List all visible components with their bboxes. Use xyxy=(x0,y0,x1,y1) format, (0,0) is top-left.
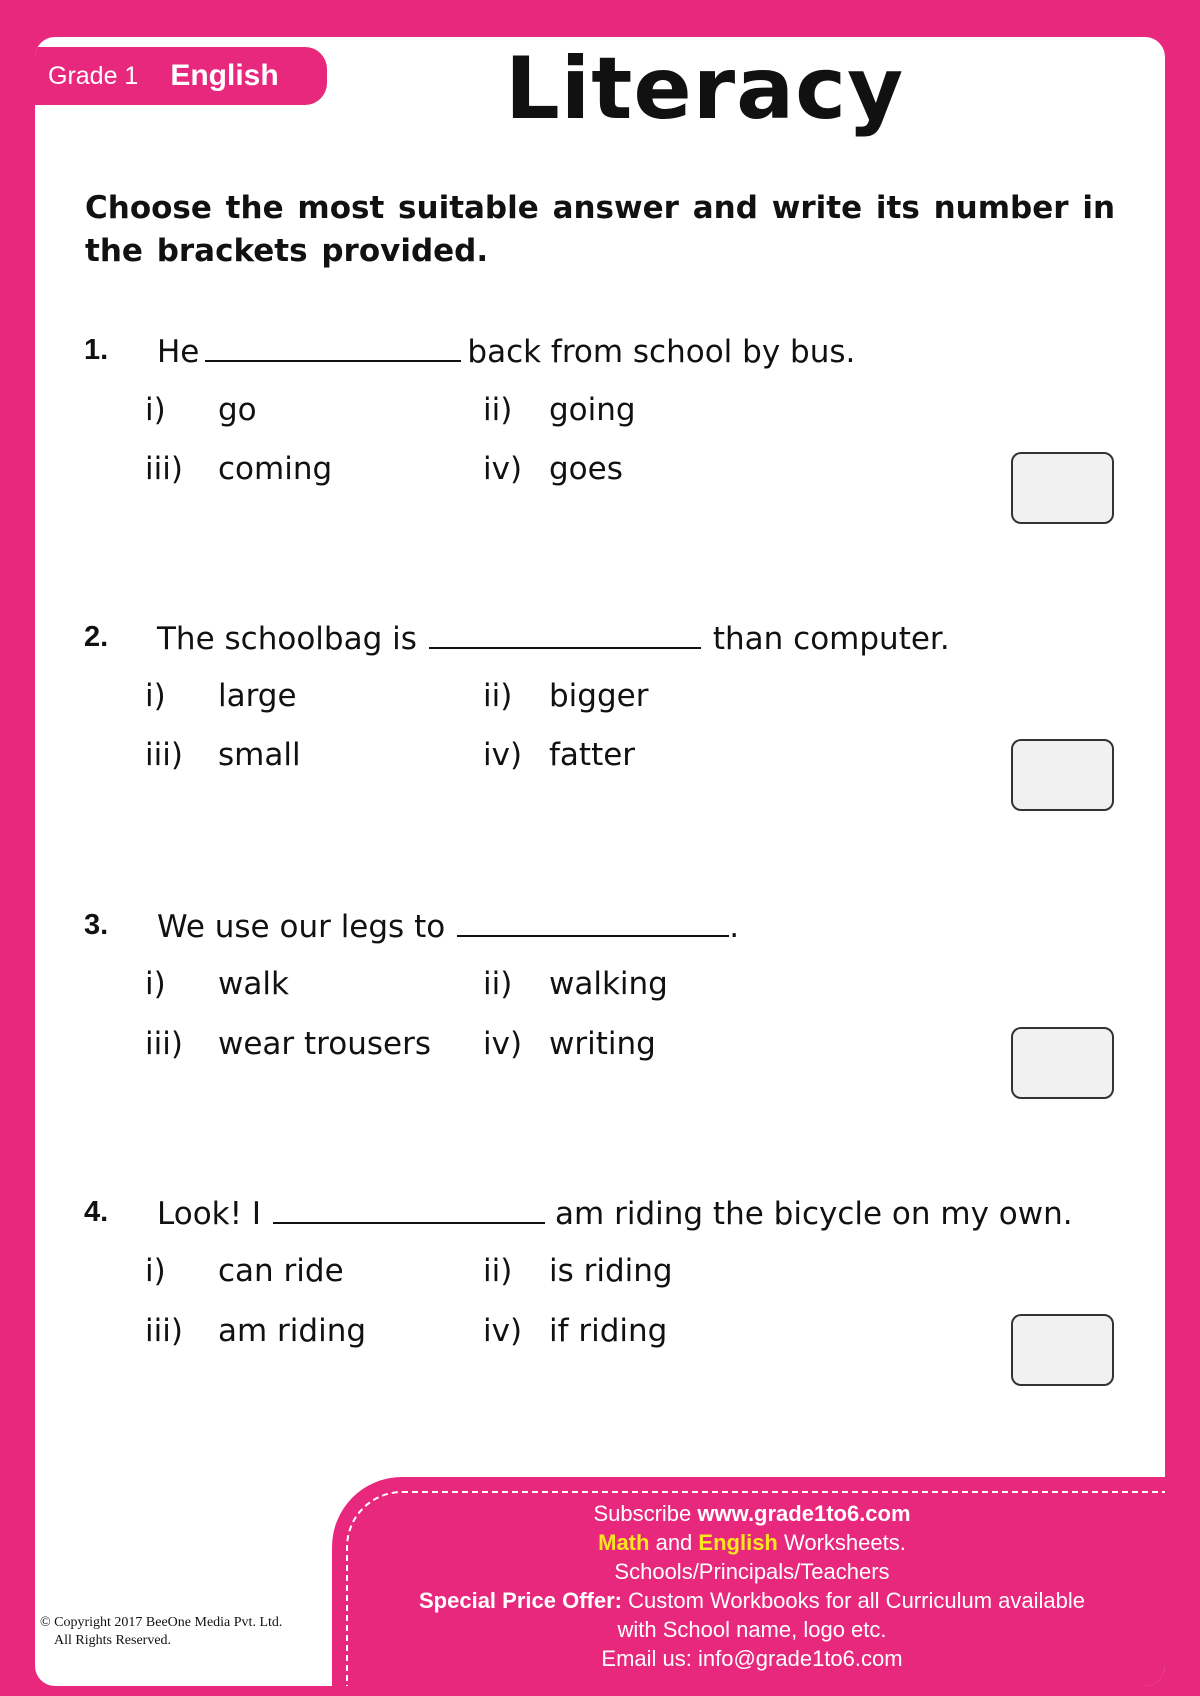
question-text-after: am riding the bicycle on my own. xyxy=(555,1196,1073,1232)
copyright-notice xyxy=(40,1614,282,1650)
option-label: i) xyxy=(145,392,166,428)
option-text: goes xyxy=(549,451,623,487)
offer-text: Custom Workbooks for all Curriculum available xyxy=(628,1588,1085,1613)
option-label: ii) xyxy=(483,966,513,1002)
instructions: Choose the most suitable answer and write its number in the brackets provided. xyxy=(85,190,1116,269)
website-link[interactable]: www.grade1to6.com xyxy=(697,1501,911,1526)
option-label: i) xyxy=(145,966,166,1002)
option-label: iii) xyxy=(145,1313,183,1349)
option-text: bigger xyxy=(549,678,649,714)
answer-box[interactable] xyxy=(1011,739,1114,811)
answer-blank xyxy=(205,330,461,362)
question-number: 4. xyxy=(84,1196,109,1228)
english-highlight: English xyxy=(698,1530,778,1555)
offer-line xyxy=(352,1586,1152,1615)
question-text xyxy=(157,330,855,370)
rights-line: All Rights Reserved. xyxy=(54,1633,172,1648)
question-text xyxy=(157,1192,1073,1232)
question-number: 2. xyxy=(84,621,109,653)
option-text: writing xyxy=(549,1026,656,1062)
option-label: ii) xyxy=(483,392,513,428)
page-title: Literacy xyxy=(505,39,905,139)
answer-box[interactable] xyxy=(1011,452,1114,524)
question-text-after: . xyxy=(729,909,740,945)
question-text-before: He xyxy=(157,334,200,370)
grade-label: Grade 1 xyxy=(48,61,139,90)
email-line[interactable]: Email us: info@grade1to6.com xyxy=(601,1646,903,1671)
option-label: i) xyxy=(145,678,166,714)
option-text: going xyxy=(549,392,636,428)
question-number: 1. xyxy=(84,334,109,366)
option-text: walk xyxy=(218,966,289,1002)
option-text: walking xyxy=(549,966,668,1002)
option-label: iv) xyxy=(483,737,523,773)
worksheets-line xyxy=(352,1528,1152,1557)
copyright-line: © Copyright 2017 BeeOne Media Pvt. Ltd. xyxy=(40,1615,283,1630)
option-label: iii) xyxy=(145,1026,183,1062)
answer-box[interactable] xyxy=(1011,1027,1114,1099)
option-label: ii) xyxy=(483,1253,513,1289)
math-highlight: Math xyxy=(598,1530,650,1555)
question-number: 3. xyxy=(84,909,109,941)
option-text: if riding xyxy=(549,1313,668,1349)
subscribe-line xyxy=(352,1499,1152,1528)
promo-footer xyxy=(332,1477,1165,1686)
option-text: can ride xyxy=(218,1253,344,1289)
worksheet-page xyxy=(35,37,1165,1686)
option-label: iv) xyxy=(483,1313,523,1349)
option-text: am riding xyxy=(218,1313,367,1349)
option-text: is riding xyxy=(549,1253,673,1289)
and-word: and xyxy=(655,1530,693,1555)
grade-subject-tab xyxy=(35,47,327,105)
option-label: iii) xyxy=(145,451,183,487)
option-label: iii) xyxy=(145,737,183,773)
option-label: iv) xyxy=(483,451,523,487)
offer-label: Special Price Offer: xyxy=(419,1588,622,1613)
subscribe-prefix: Subscribe xyxy=(593,1501,692,1526)
option-text: coming xyxy=(218,451,333,487)
option-text: small xyxy=(218,737,301,773)
option-text: go xyxy=(218,392,257,428)
question-text xyxy=(157,905,739,945)
question-text-before: The schoolbag is xyxy=(157,621,417,657)
option-text: wear trousers xyxy=(218,1026,431,1062)
worksheets-word: Worksheets. xyxy=(784,1530,906,1555)
option-label: i) xyxy=(145,1253,166,1289)
question-text-after: than computer. xyxy=(712,621,950,657)
answer-blank xyxy=(429,617,701,649)
question-text-after: back from school by bus. xyxy=(467,334,856,370)
promo-text xyxy=(352,1499,1152,1673)
offer-line-2: with School name, logo etc. xyxy=(617,1617,887,1642)
option-label: iv) xyxy=(483,1026,523,1062)
answer-blank xyxy=(457,905,729,937)
answer-blank xyxy=(273,1192,545,1224)
question-text-before: Look! I xyxy=(157,1196,262,1232)
question-text xyxy=(157,617,950,657)
option-text: fatter xyxy=(549,737,636,773)
question-text-before: We use our legs to xyxy=(157,909,446,945)
option-text: large xyxy=(218,678,297,714)
answer-box[interactable] xyxy=(1011,1314,1114,1386)
subject-label: English xyxy=(170,59,279,92)
option-label: ii) xyxy=(483,678,513,714)
audience-line: Schools/Principals/Teachers xyxy=(614,1559,890,1584)
